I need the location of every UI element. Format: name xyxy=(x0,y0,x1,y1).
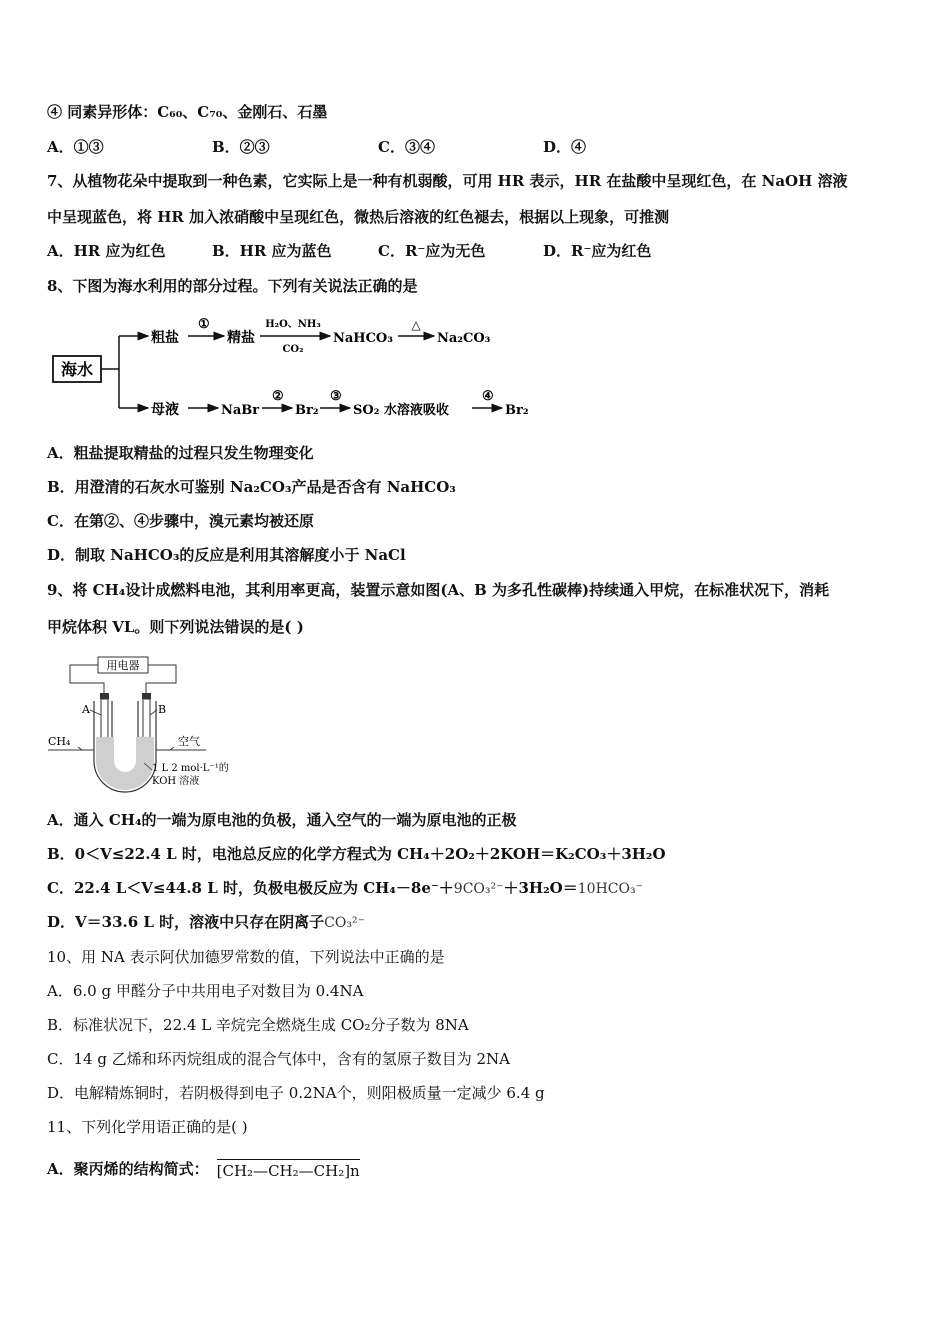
electrode-a-label: A xyxy=(82,703,90,716)
q8-option-d: D．制取 NaHCO₃的反应是利用其溶解度小于 NaCl xyxy=(47,546,406,564)
q9-option-d-text: D．V＝33.6 L 时，溶液中只存在阴离子 xyxy=(47,913,325,931)
electrode-a-leader xyxy=(90,710,101,715)
q6-option-c: C．③④ xyxy=(378,138,435,156)
q6-option-b: B．②③ xyxy=(212,138,270,156)
seawater-process-diagram xyxy=(50,308,540,426)
q9-option-c-carbonate: 9CO₃²⁻ xyxy=(453,881,504,897)
sodium-carbonate-label: Na₂CO₃ xyxy=(437,331,491,346)
device-label: 用电器 xyxy=(106,659,140,672)
q9-stem-line2: 甲烷体积 VL。则下列说法错误的是( ) xyxy=(47,618,304,636)
fuel-cell-diagram xyxy=(46,653,246,793)
polypropylene-formula: [CH₂—CH₂—CH₂]n xyxy=(217,1159,360,1181)
solution-label-line2: KOH 溶液 xyxy=(152,776,200,787)
step-2-label: ② xyxy=(272,389,284,404)
q9-option-c-middle: ＋3H₂O＝ xyxy=(503,879,578,897)
cap-right xyxy=(142,693,151,699)
q9-option-c-bicarbonate: 10HCO₃⁻ xyxy=(577,881,643,897)
q11-option-a-text: A．聚丙烯的结构简式： xyxy=(47,1160,209,1178)
u-tube-inner xyxy=(112,701,138,774)
q7-option-a: A．HR 应为红色 xyxy=(47,242,166,260)
koh-solution xyxy=(96,737,154,790)
sodium-bicarbonate-label: NaHCO₃ xyxy=(333,331,393,346)
q9-option-d-carbonate: CO₃²⁻ xyxy=(324,915,365,931)
reagent-upper-label: H₂O、NH₃ xyxy=(265,319,321,330)
q6-item4: ④ 同素异形体：C₆₀、C₇₀、金刚石、石墨 xyxy=(47,103,328,121)
wire-right xyxy=(146,665,176,695)
q9-option-d xyxy=(47,912,365,933)
so2-absorption-label: SO₂ 水溶液吸收 xyxy=(353,403,449,418)
q10-stem: 10、用 NA 表示阿伏加德罗常数的值，下列说法中正确的是 xyxy=(47,948,445,966)
q8-stem: 8、下图为海水利用的部分过程。下列有关说法正确的是 xyxy=(47,277,418,295)
q9-option-c xyxy=(47,878,643,899)
bromine-label-1: Br₂ xyxy=(295,403,319,418)
solution-label-line1: 1 L 2 mol·L⁻¹的 xyxy=(152,763,229,774)
q6-option-a: A．①③ xyxy=(47,138,104,156)
q7-option-d: D．R⁻应为红色 xyxy=(543,242,652,260)
q7-option-b: B．HR 应为蓝色 xyxy=(212,242,332,260)
air-label: 空气 xyxy=(178,735,200,748)
q9-option-c-text: C．22.4 L＜V≤44.8 L 时，负极电极反应为 CH₄－8e⁻＋ xyxy=(47,879,454,897)
q9-stem-line1: 9、将 CH₄设计成燃料电池，其利用率更高，装置示意如图(A、B 为多孔性碳棒)持续通入甲烷，在标准状况下，消耗 xyxy=(47,581,830,599)
q10-option-d: D．电解精炼铜时，若阴极得到电子 0.2NA个，则阳极质量一定减少 6.4 g xyxy=(47,1084,545,1102)
reagent-lower-label: CO₂ xyxy=(282,344,304,355)
q9-option-b: B．0＜V≤22.4 L 时，电池总反应的化学方程式为 CH₄＋2O₂＋2KOH＝K₂CO₃＋3H₂O xyxy=(47,845,666,863)
bromine-label-2: Br₂ xyxy=(505,403,529,418)
q8-option-c: C．在第②、④步骤中，溴元素均被还原 xyxy=(47,512,314,530)
q8-option-b: B．用澄清的石灰水可鉴别 Na₂CO₃产品是否含有 NaHCO₃ xyxy=(47,478,456,496)
seawater-label: 海水 xyxy=(60,360,94,379)
cap-left xyxy=(100,693,109,699)
mother-liquor-label: 母液 xyxy=(151,402,179,418)
q10-option-c: C．14 g 乙烯和环丙烷组成的混合气体中，含有的氢原子数目为 2NA xyxy=(47,1050,510,1068)
heat-symbol: △ xyxy=(411,318,421,332)
q11-option-a xyxy=(47,1159,360,1181)
electrode-b-label: B xyxy=(158,703,167,716)
q7-stem-line2: 中呈现蓝色，将 HR 加入浓硝酸中呈现红色，微热后溶液的红色褪去，根据以上现象，可推测 xyxy=(47,208,670,226)
q10-option-b: B．标准状况下，22.4 L 辛烷完全燃烧生成 CO₂分子数为 8NA xyxy=(47,1016,469,1034)
refined-salt-label: 精盐 xyxy=(227,330,255,346)
q8-option-a: A．粗盐提取精盐的过程只发生物理变化 xyxy=(47,444,314,462)
q11-stem: 11、下列化学用语正确的是( ) xyxy=(47,1118,248,1136)
crude-salt-label: 粗盐 xyxy=(151,330,179,346)
step-1-label: ① xyxy=(198,317,210,332)
q6-option-d: D．④ xyxy=(543,138,587,156)
nabr-label: NaBr xyxy=(221,403,260,418)
methane-label: CH₄ xyxy=(48,735,71,748)
q7-option-c: C．R⁻应为无色 xyxy=(378,242,486,260)
step-4-label: ④ xyxy=(482,389,494,404)
q9-option-a: A．通入 CH₄的一端为原电池的负极，通入空气的一端为原电池的正极 xyxy=(47,811,517,829)
q7-stem-line1: 7、从植物花朵中提取到一种色素，它实际上是一种有机弱酸，可用 HR 表示，HR 在盐酸中呈现红色，在 NaOH 溶液 xyxy=(47,172,848,190)
step-3-label: ③ xyxy=(330,389,342,404)
q10-option-a: A．6.0 g 甲醛分子中共用电子对数目为 0.4NA xyxy=(47,982,364,1000)
